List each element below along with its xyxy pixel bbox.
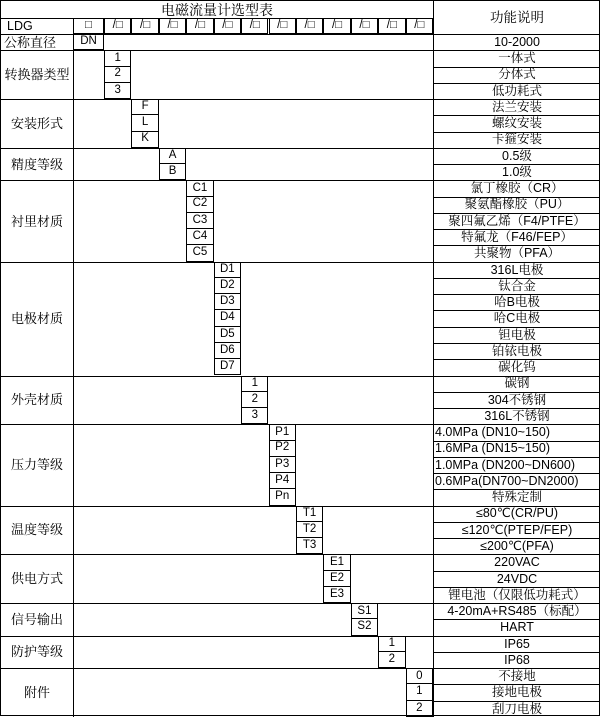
description-cell: IP68 — [504, 652, 530, 667]
section-label: 转换器类型 — [4, 67, 70, 83]
code-cell: P2 — [269, 441, 296, 457]
section-label: 衬里材质 — [10, 213, 63, 229]
section-label: 防护等级 — [10, 644, 63, 660]
code-cell: 1 — [241, 376, 268, 392]
code-placeholder-box: /□ — [186, 18, 213, 34]
code-cell: C2 — [186, 197, 213, 213]
code-cell: P3 — [269, 457, 296, 473]
code-cell: D4 — [214, 310, 241, 326]
code-cell: D7 — [214, 359, 241, 375]
description-cell: 1.0级 — [502, 164, 532, 179]
description-cell: 316L电极 — [490, 262, 544, 277]
code-cell: 2 — [406, 701, 433, 717]
code-cell: D5 — [214, 327, 241, 343]
code-cell: D3 — [214, 294, 241, 310]
code-cell: 1 — [378, 636, 405, 652]
description-cell: 316L不锈钢 — [484, 408, 550, 423]
code-cell: P4 — [269, 473, 296, 489]
description-cell: 螺纹安装 — [491, 116, 542, 131]
section-label: 电极材质 — [10, 311, 63, 327]
code-cell: S2 — [351, 619, 378, 635]
code-placeholder-box: /□ — [131, 18, 158, 34]
description-cell: 一体式 — [498, 51, 536, 66]
code-placeholder-box: /□ — [351, 18, 378, 34]
description-cell: 钛合金 — [498, 278, 536, 293]
description-cell: 刮刀电极 — [491, 701, 542, 716]
description-cell: 1.6MPa (DN15~150) — [435, 441, 550, 456]
description-cell: 10-2000 — [494, 34, 540, 49]
section-label: 公称直径 — [4, 34, 57, 50]
code-cell: D6 — [214, 343, 241, 359]
description-cell: 24VDC — [496, 571, 538, 586]
description-cell: 碳钢 — [504, 376, 530, 391]
code-cell: 1 — [406, 684, 433, 700]
code-cell: D1 — [214, 262, 241, 278]
description-cell: 0.5级 — [502, 148, 532, 163]
function-column-header: 功能说明 — [490, 9, 544, 25]
code-cell: K — [131, 132, 158, 148]
code-placeholder-box: /□ — [406, 18, 433, 34]
section-label: 外壳材质 — [10, 392, 63, 408]
description-cell: 0.6MPa(DN700~DN2000) — [435, 473, 579, 488]
section-label: 精度等级 — [10, 156, 63, 172]
description-cell: IP65 — [504, 636, 530, 651]
description-cell: 聚四氟乙烯（F4/PTFE） — [448, 213, 586, 228]
code-cell: F — [131, 99, 158, 115]
code-placeholder-box: /□ — [159, 18, 186, 34]
code-placeholder-box: /□ — [269, 18, 296, 34]
section-label: 附件 — [23, 685, 50, 701]
description-cell: 聚氨酯橡胶（PU） — [464, 197, 570, 212]
description-cell: HART — [500, 620, 534, 635]
description-cell: 法兰安装 — [491, 99, 542, 114]
description-cell: 钽电极 — [498, 327, 536, 342]
description-cell: 氯丁橡胶（CR） — [470, 181, 564, 196]
code-cell: A — [159, 148, 186, 164]
code-cell: E3 — [323, 587, 350, 603]
code-placeholder-box: /□ — [378, 18, 405, 34]
description-cell: 接地电极 — [491, 685, 542, 700]
code-cell: 1 — [104, 50, 131, 66]
description-cell: 分体式 — [498, 67, 536, 82]
code-cell: 0 — [406, 668, 433, 684]
description-cell: ≤120℃(PTEP/FEP) — [461, 522, 573, 537]
code-placeholder-box: /□ — [214, 18, 241, 34]
code-cell: P1 — [269, 424, 296, 440]
section-label: 信号输出 — [10, 611, 63, 627]
code-placeholder-box: /□ — [323, 18, 350, 34]
description-cell: 共聚物（PFA） — [473, 246, 561, 261]
code-cell: 2 — [104, 67, 131, 83]
description-cell: 4.0MPa (DN10~150) — [435, 425, 550, 440]
description-cell: 铂铱电极 — [491, 343, 542, 358]
code-cell: C5 — [186, 245, 213, 261]
section-label: 安装形式 — [10, 115, 63, 131]
model-prefix-label: LDG — [7, 18, 33, 33]
code-cell: T2 — [296, 522, 323, 538]
description-cell: 低功耗式 — [491, 83, 542, 98]
code-cell: T3 — [296, 538, 323, 554]
code-cell: C4 — [186, 229, 213, 245]
code-placeholder-box: /□ — [104, 18, 131, 34]
description-cell: 特殊定制 — [491, 490, 542, 505]
code-cell: DN — [73, 34, 104, 50]
code-placeholder-box: /□ — [296, 18, 323, 34]
code-cell: E1 — [323, 554, 350, 570]
description-cell: 304不锈钢 — [487, 392, 547, 407]
section-label: 供电方式 — [10, 571, 63, 587]
description-cell: 卡箍安装 — [491, 132, 542, 147]
description-cell: 哈B电极 — [494, 295, 540, 310]
description-cell: 碳化钨 — [498, 360, 536, 375]
code-cell: E2 — [323, 571, 350, 587]
description-cell: 220VAC — [494, 555, 540, 570]
table-title: 电磁流量计选型表 — [161, 1, 273, 18]
code-cell: 2 — [241, 392, 268, 408]
code-cell: Pn — [269, 489, 296, 505]
description-cell: 4-20mA+RS485（标配） — [447, 604, 587, 619]
code-cell: D2 — [214, 278, 241, 294]
label-column-line — [73, 18, 74, 717]
description-cell: 不接地 — [498, 669, 536, 684]
description-cell: ≤200℃(PFA) — [480, 538, 554, 553]
code-cell: C1 — [186, 180, 213, 196]
code-cell: C3 — [186, 213, 213, 229]
section-label: 压力等级 — [10, 457, 63, 473]
code-cell: L — [131, 115, 158, 131]
description-cell: ≤80℃(CR/PU) — [475, 506, 559, 521]
description-cell: 锂电池（仅限低功耗式） — [448, 587, 586, 602]
code-cell: S1 — [351, 603, 378, 619]
code-cell: T1 — [296, 506, 323, 522]
description-cell: 特氟龙（F46/FEP） — [461, 230, 573, 244]
section-label: 温度等级 — [10, 522, 63, 538]
code-cell: 2 — [378, 652, 405, 668]
description-cell: 1.0MPa (DN200~DN600) — [435, 457, 575, 472]
code-cell: B — [159, 164, 186, 180]
code-placeholder-box: □ — [73, 18, 104, 34]
description-cell: 哈C电极 — [493, 311, 541, 326]
code-cell: 3 — [241, 408, 268, 424]
code-placeholder-box: /□ — [241, 18, 268, 34]
code-cell: 3 — [104, 83, 131, 99]
